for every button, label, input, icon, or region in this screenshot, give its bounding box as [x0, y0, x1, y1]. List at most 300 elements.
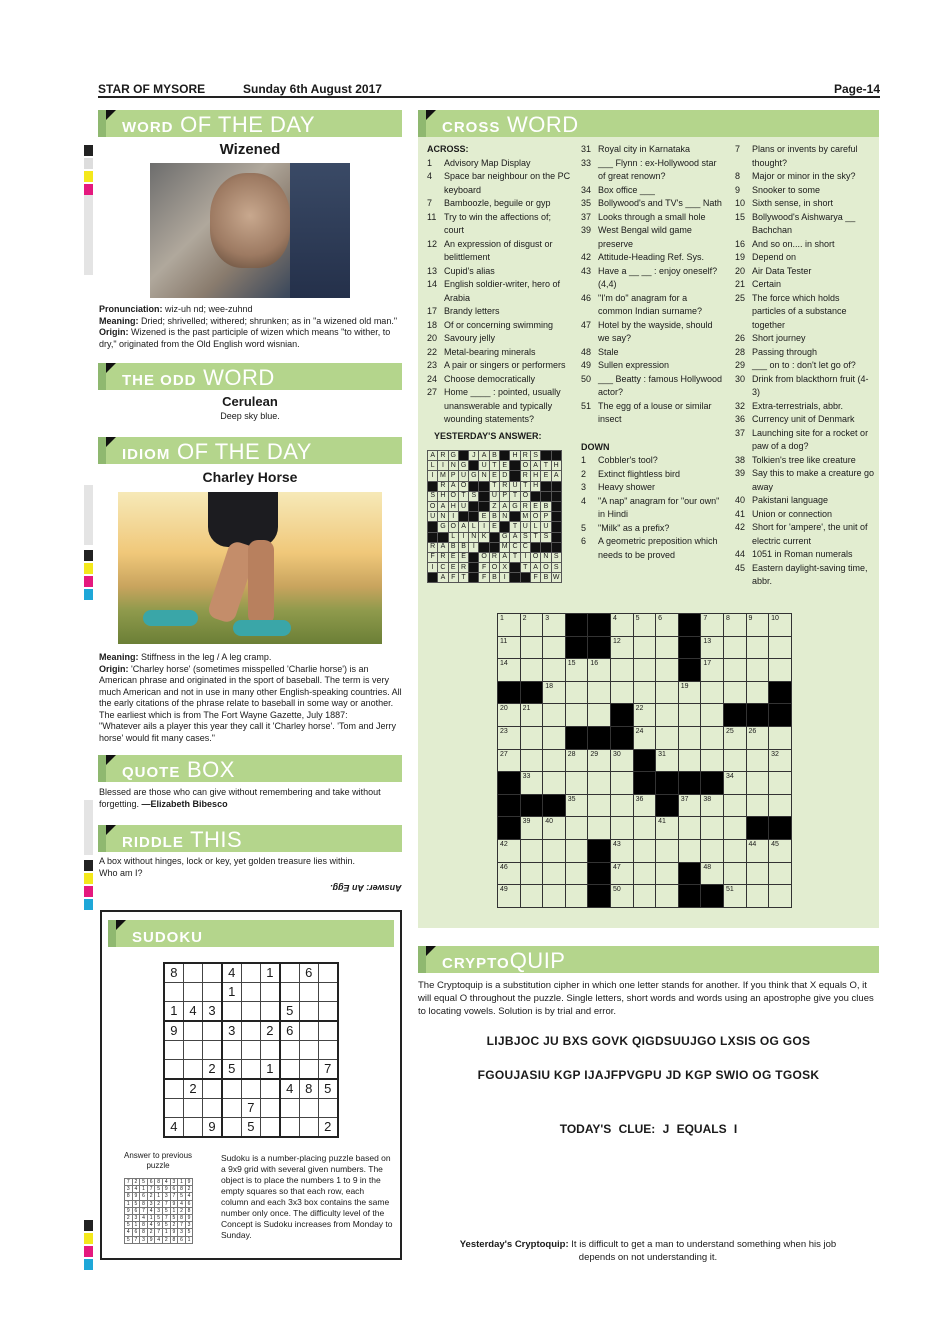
crossword-cell[interactable]: [588, 817, 611, 840]
crossword-cell[interactable]: 7: [701, 614, 724, 637]
mini-cell: 5: [162, 1222, 170, 1229]
mini-cell: 8: [178, 1214, 186, 1221]
sudoku-cell[interactable]: 3: [203, 1002, 222, 1021]
crossword-cell[interactable]: [543, 726, 566, 749]
crossword-cell[interactable]: [723, 681, 746, 704]
sudoku-cell[interactable]: [280, 1059, 299, 1078]
yesterday-cell: G: [469, 471, 479, 481]
crossword-cell[interactable]: 41: [656, 817, 679, 840]
sudoku-cell[interactable]: 7: [241, 1098, 260, 1117]
sudoku-cell[interactable]: 4: [280, 1079, 299, 1098]
crossword-cell[interactable]: [543, 839, 566, 862]
crossword-cell[interactable]: [588, 794, 611, 817]
crossword-cell[interactable]: [678, 704, 701, 727]
sudoku-cell[interactable]: 4: [183, 1002, 202, 1021]
sudoku-cell[interactable]: [203, 1021, 222, 1040]
mini-cell: 7: [170, 1193, 178, 1200]
sudoku-cell[interactable]: [183, 1117, 202, 1136]
crossword-cell[interactable]: [746, 749, 769, 772]
yesterday-cell: F: [428, 552, 438, 562]
crossword-cell[interactable]: [678, 726, 701, 749]
sudoku-cell[interactable]: 2: [183, 1079, 202, 1098]
crossword-cell[interactable]: [543, 862, 566, 885]
sudoku-cell[interactable]: 2: [203, 1059, 222, 1078]
sudoku-cell[interactable]: [241, 1079, 260, 1098]
mini-cell: 4: [132, 1186, 140, 1193]
crossword-cell[interactable]: [746, 659, 769, 682]
sudoku-cell[interactable]: [203, 982, 222, 1001]
mini-cell: 5: [178, 1193, 186, 1200]
yesterday-cell: B: [448, 542, 458, 552]
crossword-cell[interactable]: [520, 885, 543, 908]
crossword-cell[interactable]: [520, 659, 543, 682]
crossword-cell[interactable]: 27: [498, 749, 521, 772]
crossword-cell[interactable]: [520, 862, 543, 885]
crossword-cell[interactable]: [656, 726, 679, 749]
sudoku-cell[interactable]: [280, 1098, 299, 1117]
registration-strip: [84, 1220, 93, 1272]
mini-cell: 3: [125, 1186, 133, 1193]
sudoku-cell[interactable]: 1: [260, 963, 279, 982]
yesterday-cell: G: [510, 501, 520, 511]
crossword-cell[interactable]: 33: [520, 772, 543, 795]
yesterday-black-cell: [551, 481, 561, 491]
crossword-cell[interactable]: [656, 704, 679, 727]
yesterday-black-cell: [479, 491, 489, 501]
crossword-cell[interactable]: 28: [565, 749, 588, 772]
crossword-cell[interactable]: 18: [543, 681, 566, 704]
crossword-cell[interactable]: [656, 839, 679, 862]
sudoku-cell[interactable]: 1: [260, 1059, 279, 1078]
crossword-cell[interactable]: [565, 681, 588, 704]
sudoku-cell[interactable]: [183, 1059, 202, 1078]
crossword-cell[interactable]: [633, 885, 656, 908]
crossword-cell[interactable]: [723, 862, 746, 885]
crossword-cell[interactable]: 35: [565, 794, 588, 817]
crossword-cell[interactable]: 12: [610, 636, 633, 659]
crossword-cell[interactable]: [520, 726, 543, 749]
sudoku-cell[interactable]: 6: [280, 1021, 299, 1040]
sudoku-cell[interactable]: [318, 963, 337, 982]
crossword-cell[interactable]: [769, 794, 792, 817]
sudoku-cell[interactable]: [222, 1117, 241, 1136]
sudoku-cell[interactable]: [222, 1002, 241, 1021]
crossword-cell[interactable]: 50: [610, 885, 633, 908]
yesterday-black-cell: [541, 451, 551, 461]
yesterday-cell: N: [448, 461, 458, 471]
crossword-cell[interactable]: [723, 839, 746, 862]
crossword-cell[interactable]: [633, 839, 656, 862]
sudoku-cell[interactable]: [318, 1040, 337, 1059]
yesterday-cell: B: [489, 512, 499, 522]
sudoku-cell[interactable]: [299, 1002, 318, 1021]
sudoku-cell[interactable]: 3: [222, 1021, 241, 1040]
crossword-cell[interactable]: 22: [633, 704, 656, 727]
crossword-cell[interactable]: [633, 817, 656, 840]
crossword-cell[interactable]: 19: [678, 681, 701, 704]
crossword-cell[interactable]: 13: [701, 636, 724, 659]
sudoku-cell[interactable]: [203, 1079, 222, 1098]
crossword-cell[interactable]: 20: [498, 704, 521, 727]
sudoku-cell[interactable]: [222, 1098, 241, 1117]
mini-cell: 1: [155, 1193, 163, 1200]
sudoku-cell[interactable]: [260, 982, 279, 1001]
crossword-cell[interactable]: [678, 749, 701, 772]
yesterday-cell: U: [458, 471, 468, 481]
crossword-cell[interactable]: [701, 817, 724, 840]
crossword-cell[interactable]: [543, 704, 566, 727]
crossword-cell[interactable]: 39: [520, 817, 543, 840]
sudoku-cell[interactable]: [183, 963, 202, 982]
crossword-cell[interactable]: [633, 862, 656, 885]
crossword-black-cell: [565, 636, 588, 659]
crossword-cell[interactable]: [543, 772, 566, 795]
crossword-cell[interactable]: 11: [498, 636, 521, 659]
sudoku-cell[interactable]: [241, 1021, 260, 1040]
sudoku-cell[interactable]: [241, 1040, 260, 1059]
crossword-cell[interactable]: [769, 772, 792, 795]
mini-cell: 7: [162, 1214, 170, 1221]
yesterday-cell: G: [500, 532, 510, 542]
crossword-cell[interactable]: [633, 681, 656, 704]
crossword-cell[interactable]: [746, 794, 769, 817]
crossword-cell[interactable]: 34: [723, 772, 746, 795]
yesterday-cell: M: [520, 512, 530, 522]
crossword-cell[interactable]: [543, 659, 566, 682]
crossword-cell[interactable]: [746, 636, 769, 659]
mini-cell: 2: [185, 1186, 193, 1193]
crossword-cell[interactable]: 1: [498, 614, 521, 637]
mini-cell: 7: [140, 1207, 148, 1214]
crossword-cell[interactable]: [610, 681, 633, 704]
sudoku-cell[interactable]: [299, 1098, 318, 1117]
clue-item: 46 "I'm do" anagram for a common Indian surname?: [581, 292, 703, 316]
crossword-cell[interactable]: [723, 817, 746, 840]
crossword-cell[interactable]: 17: [701, 659, 724, 682]
crossword-cell[interactable]: 31: [656, 749, 679, 772]
crossword-cell[interactable]: [633, 636, 656, 659]
crossword-black-cell: [588, 614, 611, 637]
mini-cell: 1: [170, 1207, 178, 1214]
sudoku-cell[interactable]: [280, 963, 299, 982]
crossword-cell[interactable]: [769, 636, 792, 659]
crossword-cell[interactable]: [769, 726, 792, 749]
yesterday-black-cell: [428, 532, 438, 542]
crossword-cell[interactable]: 3: [543, 614, 566, 637]
sudoku-cell[interactable]: [318, 1021, 337, 1040]
crossword-cell[interactable]: 6: [656, 614, 679, 637]
crossword-cell[interactable]: [610, 659, 633, 682]
sudoku-cell[interactable]: [164, 1059, 183, 1078]
yesterday-cell: S: [541, 532, 551, 542]
crossword-cell[interactable]: [769, 885, 792, 908]
word-definition: Pronunciation: wiz-uh nd; wee-zuhnd Meaning: Dried; shrivelled; withered; shrunken; as in "a wizened old man." Origin: Wizened is the past participle of wizen which means "to wither, to dry," originated from the Old English word wisnian.: [99, 304, 398, 349]
crossword-cell[interactable]: [610, 817, 633, 840]
crossword-cell[interactable]: 5: [633, 614, 656, 637]
yesterday-black-cell: [500, 522, 510, 532]
sudoku-cell[interactable]: [318, 982, 337, 1001]
yesterday-cell: E: [489, 471, 499, 481]
crossword-cell[interactable]: [633, 659, 656, 682]
crossword-cell[interactable]: [701, 681, 724, 704]
sudoku-cell[interactable]: 8: [164, 963, 183, 982]
sudoku-cell[interactable]: 9: [164, 1021, 183, 1040]
crossword-cell[interactable]: [746, 885, 769, 908]
crossword-black-cell: [588, 885, 611, 908]
sudoku-cell[interactable]: [318, 1098, 337, 1117]
sudoku-cell[interactable]: 5: [318, 1079, 337, 1098]
crossword-cell[interactable]: [543, 749, 566, 772]
yesterday-black-cell: [551, 501, 561, 511]
crossword-cell[interactable]: [610, 772, 633, 795]
yesterday-cell: J: [469, 451, 479, 461]
yesterday-cell: O: [541, 563, 551, 573]
sudoku-cell[interactable]: 2: [318, 1117, 337, 1136]
crossword-cell[interactable]: [769, 659, 792, 682]
crossword-cell[interactable]: 2: [520, 614, 543, 637]
crossword-cell[interactable]: 23: [498, 726, 521, 749]
yesterday-cell: A: [500, 501, 510, 511]
sudoku-cell[interactable]: [318, 1002, 337, 1021]
sudoku-cell[interactable]: 5: [222, 1059, 241, 1078]
sudoku-cell[interactable]: 5: [280, 1002, 299, 1021]
crossword-cell[interactable]: 29: [588, 749, 611, 772]
crossword-cell[interactable]: [520, 636, 543, 659]
crossword-cell[interactable]: 10: [769, 614, 792, 637]
riddle-banner: RIDDLE THIS: [98, 825, 402, 852]
yesterday-cell: E: [448, 552, 458, 562]
yesterday-cell: G: [458, 461, 468, 471]
crossword-cell[interactable]: [565, 839, 588, 862]
cryptoquip-line2: FGOUJASIU KGP IJAJFPVGPU JD KGP SWIO OG TGOSK: [477, 1068, 820, 1082]
sudoku-cell[interactable]: [280, 1117, 299, 1136]
yesterday-cell: I: [428, 563, 438, 573]
crossword-cell[interactable]: [723, 659, 746, 682]
mini-cell: 4: [147, 1222, 155, 1229]
crossword-cell[interactable]: 36: [633, 794, 656, 817]
crossword-black-cell: [769, 681, 792, 704]
crossword-cell[interactable]: [723, 636, 746, 659]
crossword-cell[interactable]: [746, 862, 769, 885]
crossword-cell[interactable]: [565, 817, 588, 840]
crossword-cell[interactable]: [678, 817, 701, 840]
crossword-cell[interactable]: [701, 726, 724, 749]
sudoku-cell[interactable]: [299, 1117, 318, 1136]
clue-item: 35 Bollywood's and TV's ___ Nath: [581, 198, 722, 208]
sudoku-cell[interactable]: [280, 982, 299, 1001]
crossword-cell[interactable]: 37: [678, 794, 701, 817]
crossword-cell[interactable]: 49: [498, 885, 521, 908]
crossword-cell[interactable]: [565, 704, 588, 727]
yesterday-cell: A: [510, 532, 520, 542]
yesterday-cell: H: [448, 501, 458, 511]
word-of-day-banner: WORD OF THE DAY: [98, 110, 402, 137]
crossword-cell[interactable]: [565, 862, 588, 885]
yesterday-cell: S: [469, 491, 479, 501]
yesterday-black-cell: [500, 451, 510, 461]
crossword-cell[interactable]: [656, 885, 679, 908]
crossword-cell[interactable]: [610, 794, 633, 817]
sudoku-cell[interactable]: [183, 1040, 202, 1059]
sudoku-cell[interactable]: [222, 1040, 241, 1059]
yesterday-black-cell: [551, 451, 561, 461]
sudoku-cell[interactable]: [203, 963, 222, 982]
sudoku-cell[interactable]: [183, 1098, 202, 1117]
sudoku-cell[interactable]: [203, 1098, 222, 1117]
crossword-cell[interactable]: [565, 772, 588, 795]
crossword-cell[interactable]: 32: [769, 749, 792, 772]
sudoku-cell[interactable]: 1: [164, 1002, 183, 1021]
quote-box-banner: QUOTE BOX: [98, 755, 402, 782]
sudoku-cell[interactable]: [241, 1059, 260, 1078]
clue-item: 14 English soldier-writer, hero of Arabia: [427, 279, 561, 303]
crossword-cell[interactable]: [723, 794, 746, 817]
sudoku-cell[interactable]: [299, 1059, 318, 1078]
sudoku-cell[interactable]: [183, 1021, 202, 1040]
crossword-cell[interactable]: 48: [701, 862, 724, 885]
sudoku-cell[interactable]: [260, 1002, 279, 1021]
mini-cell: 1: [162, 1229, 170, 1236]
crossword-cell[interactable]: [543, 636, 566, 659]
crossword-cell[interactable]: 38: [701, 794, 724, 817]
crossword-cell[interactable]: 30: [610, 749, 633, 772]
clue-item: 11 Try to win the affections of; court: [427, 211, 552, 235]
yesterday-cell: N: [541, 552, 551, 562]
crossword-cell[interactable]: 8: [723, 614, 746, 637]
yesterday-cell: A: [438, 573, 448, 583]
sudoku-cell[interactable]: [299, 982, 318, 1001]
clue-item: 18 Of or concerning swimming: [427, 319, 554, 330]
sudoku-cell[interactable]: [260, 1040, 279, 1059]
yesterday-cell: M: [438, 471, 448, 481]
crossword-cell[interactable]: 51: [723, 885, 746, 908]
yesterday-cell: A: [530, 563, 540, 573]
crossword-cell[interactable]: [701, 839, 724, 862]
yesterday-cell: E: [458, 552, 468, 562]
sudoku-cell[interactable]: 5: [241, 1117, 260, 1136]
crossword-cell[interactable]: 4: [610, 614, 633, 637]
sudoku-cell[interactable]: [260, 1117, 279, 1136]
crossword-cell[interactable]: 9: [746, 614, 769, 637]
sudoku-cell[interactable]: [164, 1040, 183, 1059]
clue-item: 15 Bollywood's Aishwarya __ Bachchan: [735, 211, 856, 235]
mini-cell: 4: [125, 1229, 133, 1236]
sudoku-cell[interactable]: [260, 1098, 279, 1117]
yesterday-black-cell: [510, 563, 520, 573]
crossword-cell[interactable]: [656, 636, 679, 659]
crossword-cell[interactable]: 40: [543, 817, 566, 840]
crossword-cell[interactable]: 42: [498, 839, 521, 862]
sudoku-cell[interactable]: 4: [222, 963, 241, 982]
sudoku-cell[interactable]: 6: [299, 963, 318, 982]
sudoku-cell[interactable]: [280, 1040, 299, 1059]
crossword-cell[interactable]: [723, 749, 746, 772]
yesterday-cell: T: [510, 491, 520, 501]
yesterday-cell: H: [551, 461, 561, 471]
crossword-cell[interactable]: [656, 659, 679, 682]
crossword-cell[interactable]: 47: [610, 862, 633, 885]
crossword-cell[interactable]: 25: [723, 726, 746, 749]
crossword-cell[interactable]: [520, 839, 543, 862]
sudoku-cell[interactable]: [164, 982, 183, 1001]
clue-item: 45 Eastern daylight-saving time, abbr.: [735, 562, 868, 586]
sudoku-cell[interactable]: 8: [299, 1079, 318, 1098]
sudoku-cell[interactable]: [164, 1098, 183, 1117]
mini-cell: 5: [125, 1236, 133, 1243]
crossword-cell[interactable]: [701, 749, 724, 772]
crossword-cell[interactable]: 45: [769, 839, 792, 862]
clue-item: 34 Box office ___: [581, 184, 655, 195]
clue-item: 3 Heavy shower: [581, 482, 656, 492]
crossword-cell[interactable]: 44: [746, 839, 769, 862]
sudoku-cell[interactable]: [260, 1079, 279, 1098]
crossword-cell[interactable]: [746, 681, 769, 704]
sudoku-cell[interactable]: [164, 1079, 183, 1098]
clue-item: 7 Bamboozle, beguile or gyp: [427, 198, 551, 208]
sudoku-cell[interactable]: 7: [318, 1059, 337, 1078]
mini-cell: 5: [140, 1179, 148, 1186]
yesterday-cell: S: [551, 563, 561, 573]
mini-cell: 9: [125, 1207, 133, 1214]
crossword-cell[interactable]: [678, 839, 701, 862]
crossword-cell[interactable]: 15: [565, 659, 588, 682]
sudoku-cell[interactable]: 1: [222, 982, 241, 1001]
riddle-answer: Answer: An Egg.: [330, 883, 402, 893]
sudoku-cell[interactable]: 2: [260, 1021, 279, 1040]
crossword-cell[interactable]: [588, 681, 611, 704]
crossword-cell[interactable]: [701, 704, 724, 727]
crossword-cell[interactable]: [656, 862, 679, 885]
crossword-cell[interactable]: [588, 772, 611, 795]
crossword-black-cell: [769, 817, 792, 840]
sudoku-cell[interactable]: [241, 963, 260, 982]
sudoku-cell[interactable]: [203, 1040, 222, 1059]
crossword-cell[interactable]: 46: [498, 862, 521, 885]
sudoku-cell[interactable]: [299, 1040, 318, 1059]
yesterday-cell: O: [448, 491, 458, 501]
crossword-cell[interactable]: [543, 885, 566, 908]
crossword-black-cell: [633, 749, 656, 772]
crossword-cell[interactable]: [656, 681, 679, 704]
clue-item: 12 An expression of disgust or belittlement: [427, 238, 553, 262]
clue-item: 2 Extinct flightless bird: [581, 468, 681, 479]
crossword-cell[interactable]: [588, 704, 611, 727]
yesterday-black-cell: [458, 451, 468, 461]
crossword-cell[interactable]: [746, 772, 769, 795]
sudoku-cell[interactable]: [183, 982, 202, 1001]
clue-item: 39 West Bengal wild game preserve: [581, 225, 692, 249]
sudoku-cell[interactable]: [222, 1079, 241, 1098]
sudoku-cell[interactable]: [241, 982, 260, 1001]
crossword-cell[interactable]: 24: [633, 726, 656, 749]
crossword-cell[interactable]: [520, 749, 543, 772]
crossword-cell[interactable]: 14: [498, 659, 521, 682]
sudoku-cell[interactable]: [241, 1002, 260, 1021]
crossword-cell[interactable]: 21: [520, 704, 543, 727]
mini-cell: 6: [185, 1200, 193, 1207]
sudoku-cell[interactable]: [299, 1021, 318, 1040]
sudoku-cell[interactable]: 4: [164, 1117, 183, 1136]
crossword-cell[interactable]: [769, 862, 792, 885]
sudoku-cell[interactable]: 9: [203, 1117, 222, 1136]
crossword-cell[interactable]: 16: [588, 659, 611, 682]
crossword-cell[interactable]: 43: [610, 839, 633, 862]
crossword-cell[interactable]: 26: [746, 726, 769, 749]
mini-cell: 7: [125, 1179, 133, 1186]
mini-cell: 4: [162, 1179, 170, 1186]
yesterday-black-cell: [469, 512, 479, 522]
crossword-cell[interactable]: [565, 885, 588, 908]
